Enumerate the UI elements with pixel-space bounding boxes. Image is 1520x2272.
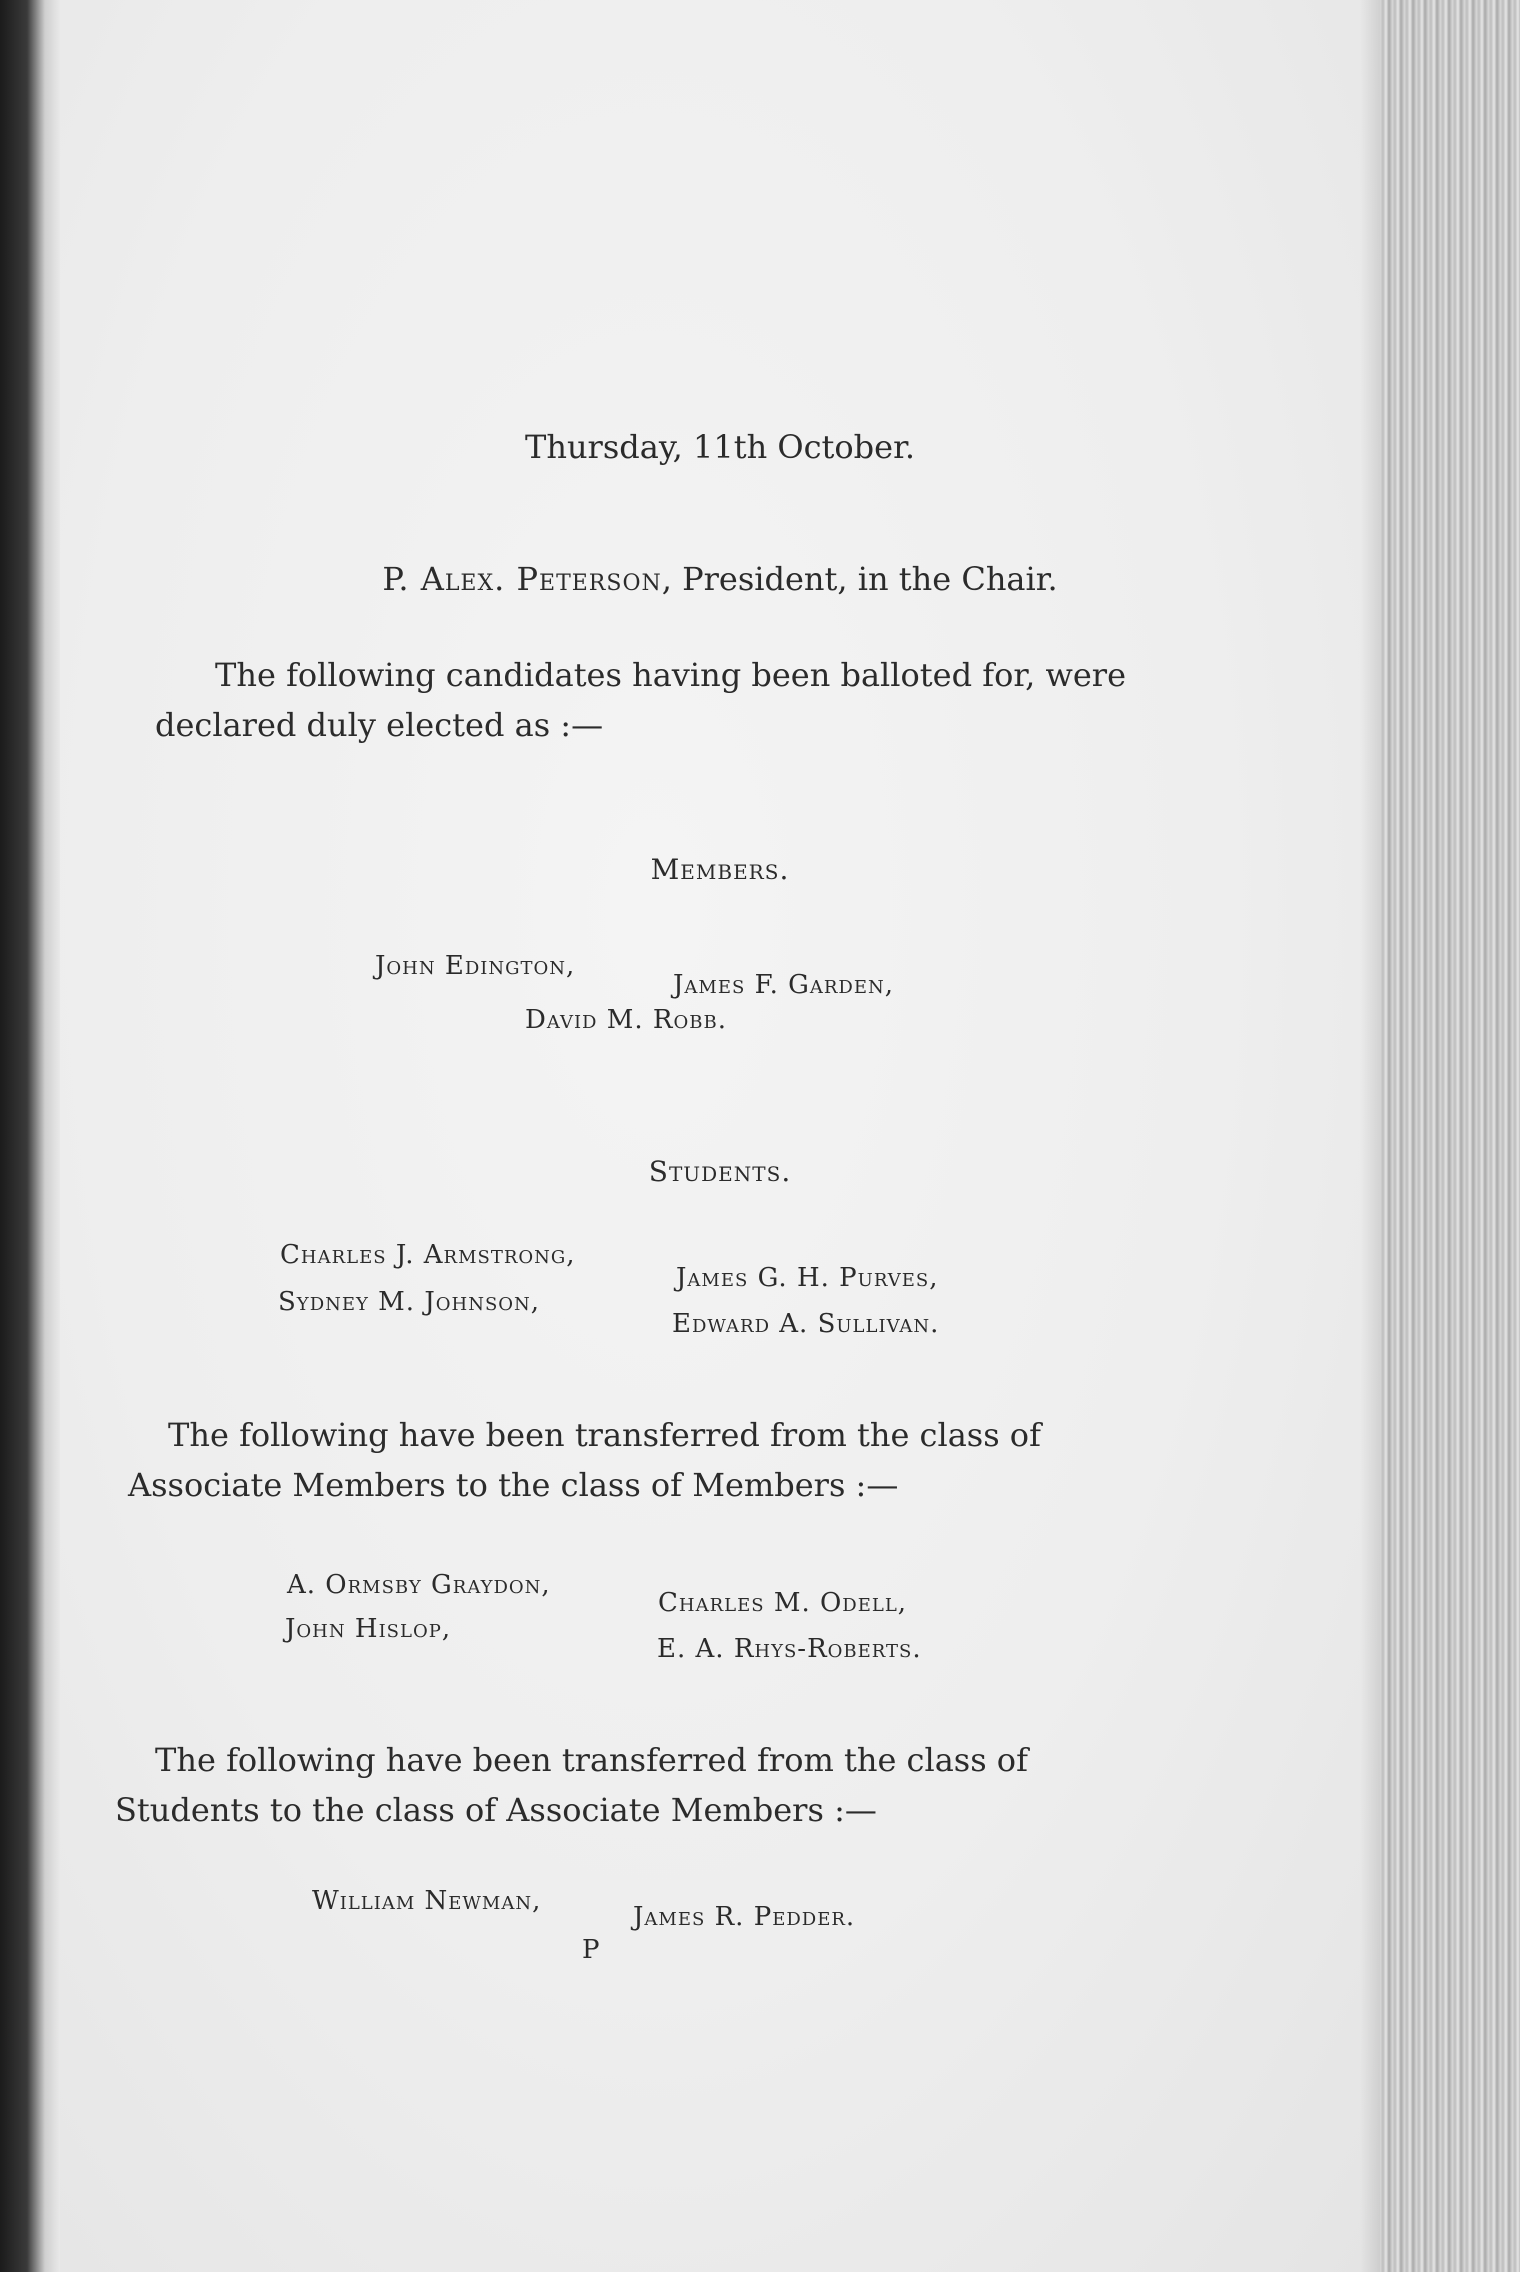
date-line: Thursday, 11th October. (524, 428, 916, 466)
book-gutter (0, 0, 60, 2272)
transfer-student-name: James R. Pedder. (633, 1902, 856, 1932)
student-name: Sydney M. Johnson, (278, 1287, 541, 1317)
student-name: Edward A. Sullivan. (672, 1309, 940, 1339)
signature-mark: P (582, 1935, 600, 1965)
chair-name: P. Alex. Peterson (382, 560, 662, 598)
members-heading: Members. (650, 853, 790, 886)
students-heading: Students. (648, 1155, 792, 1188)
member-name: James F. Garden, (673, 970, 895, 1000)
student-name: James G. H. Purves, (676, 1263, 939, 1293)
transfer-associate-name: A. Ormsby Graydon, (287, 1570, 551, 1600)
transfer-student-name: William Newman, (312, 1886, 542, 1916)
election-intro: The following candidates having been balloted for, were declared duly elected as :— (155, 656, 1127, 744)
transfer-students-intro: The following have been transferred from the class of Students to the class of Associate Members :— (115, 1741, 1028, 1829)
chair-rest: , President, in the Chair. (661, 560, 1058, 598)
page-edges (1380, 0, 1520, 2272)
transfer-associates-intro: The following have been transferred from the class of Associate Members to the class of Members :— (128, 1416, 1041, 1504)
member-name: David M. Robb. (525, 1005, 727, 1035)
book-page (60, 0, 1380, 2272)
transfer-associate-name: Charles M. Odell, (658, 1588, 908, 1618)
transfer-associate-name: E. A. Rhys-Roberts. (657, 1634, 922, 1664)
student-name: Charles J. Armstrong, (280, 1240, 576, 1270)
chair-line (60, 560, 1380, 598)
member-name: John Edington, (375, 951, 576, 981)
transfer-associate-name: John Hislop, (285, 1614, 452, 1644)
